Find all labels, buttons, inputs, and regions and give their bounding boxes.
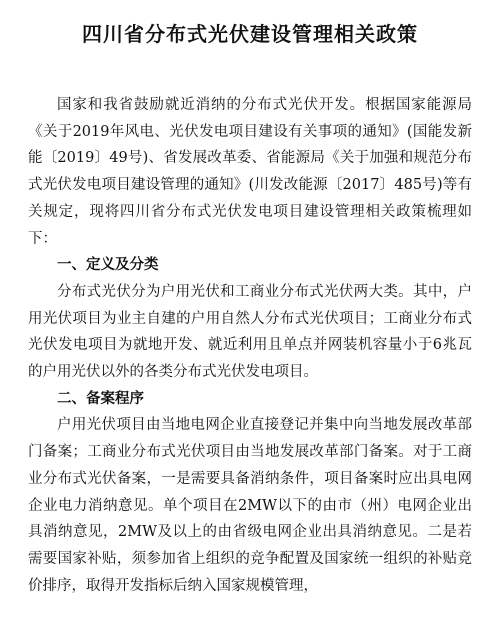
section-text-definition: 分布式光伏分为户用光伏和工商业分布式光伏两大类。其中，户用光伏项目为业主自建的户用自然人分布式光伏项目；工商业分布式光伏发电项目为就地开发、就近利用且单点并网装机容量小于6兆瓦的户用光伏以外的各类分布式光伏发电项目。	[28, 283, 472, 381]
section-heading-definition: 一、定义及分类	[57, 257, 159, 274]
intro-paragraph: 国家和我省鼓励就近消纳的分布式光伏开发。根据国家能源局《关于2019年风电、光伏发电项目建设有关事项的通知》(国能发新能〔2019〕49号)、省发展改革委、省能源局《关于加强和规范分布式光伏发电项目建设管理的通知》(川发改能源〔2017〕485号)等有关规定，现将四川省分布式光伏发电项目建设管理相关政策梳理如下：	[28, 97, 472, 247]
document-body	[28, 92, 472, 599]
section-text-filing: 户用光伏项目由当地电网企业直接登记并集中向当地发展改革部门备案；工商业分布式光伏项目由当地发展改革部门备案。对于工商业分布式光伏备案，一是需要具备消纳条件，项目备案时应出具电网企业电力消纳意见。单个项目在2MW以下的由市（州）电网企业出具消纳意见，2MW及以上的由省级电网企业出具消纳意见。二是若需要国家补贴，须参加省上组织的竞争配置及国家统一组织的补贴竞价排序，取得开发指标后纳入国家规模管理，	[28, 417, 472, 594]
section-heading-filing: 二、备案程序	[57, 390, 144, 407]
document-title: 四川省分布式光伏建设管理相关政策	[82, 22, 418, 46]
